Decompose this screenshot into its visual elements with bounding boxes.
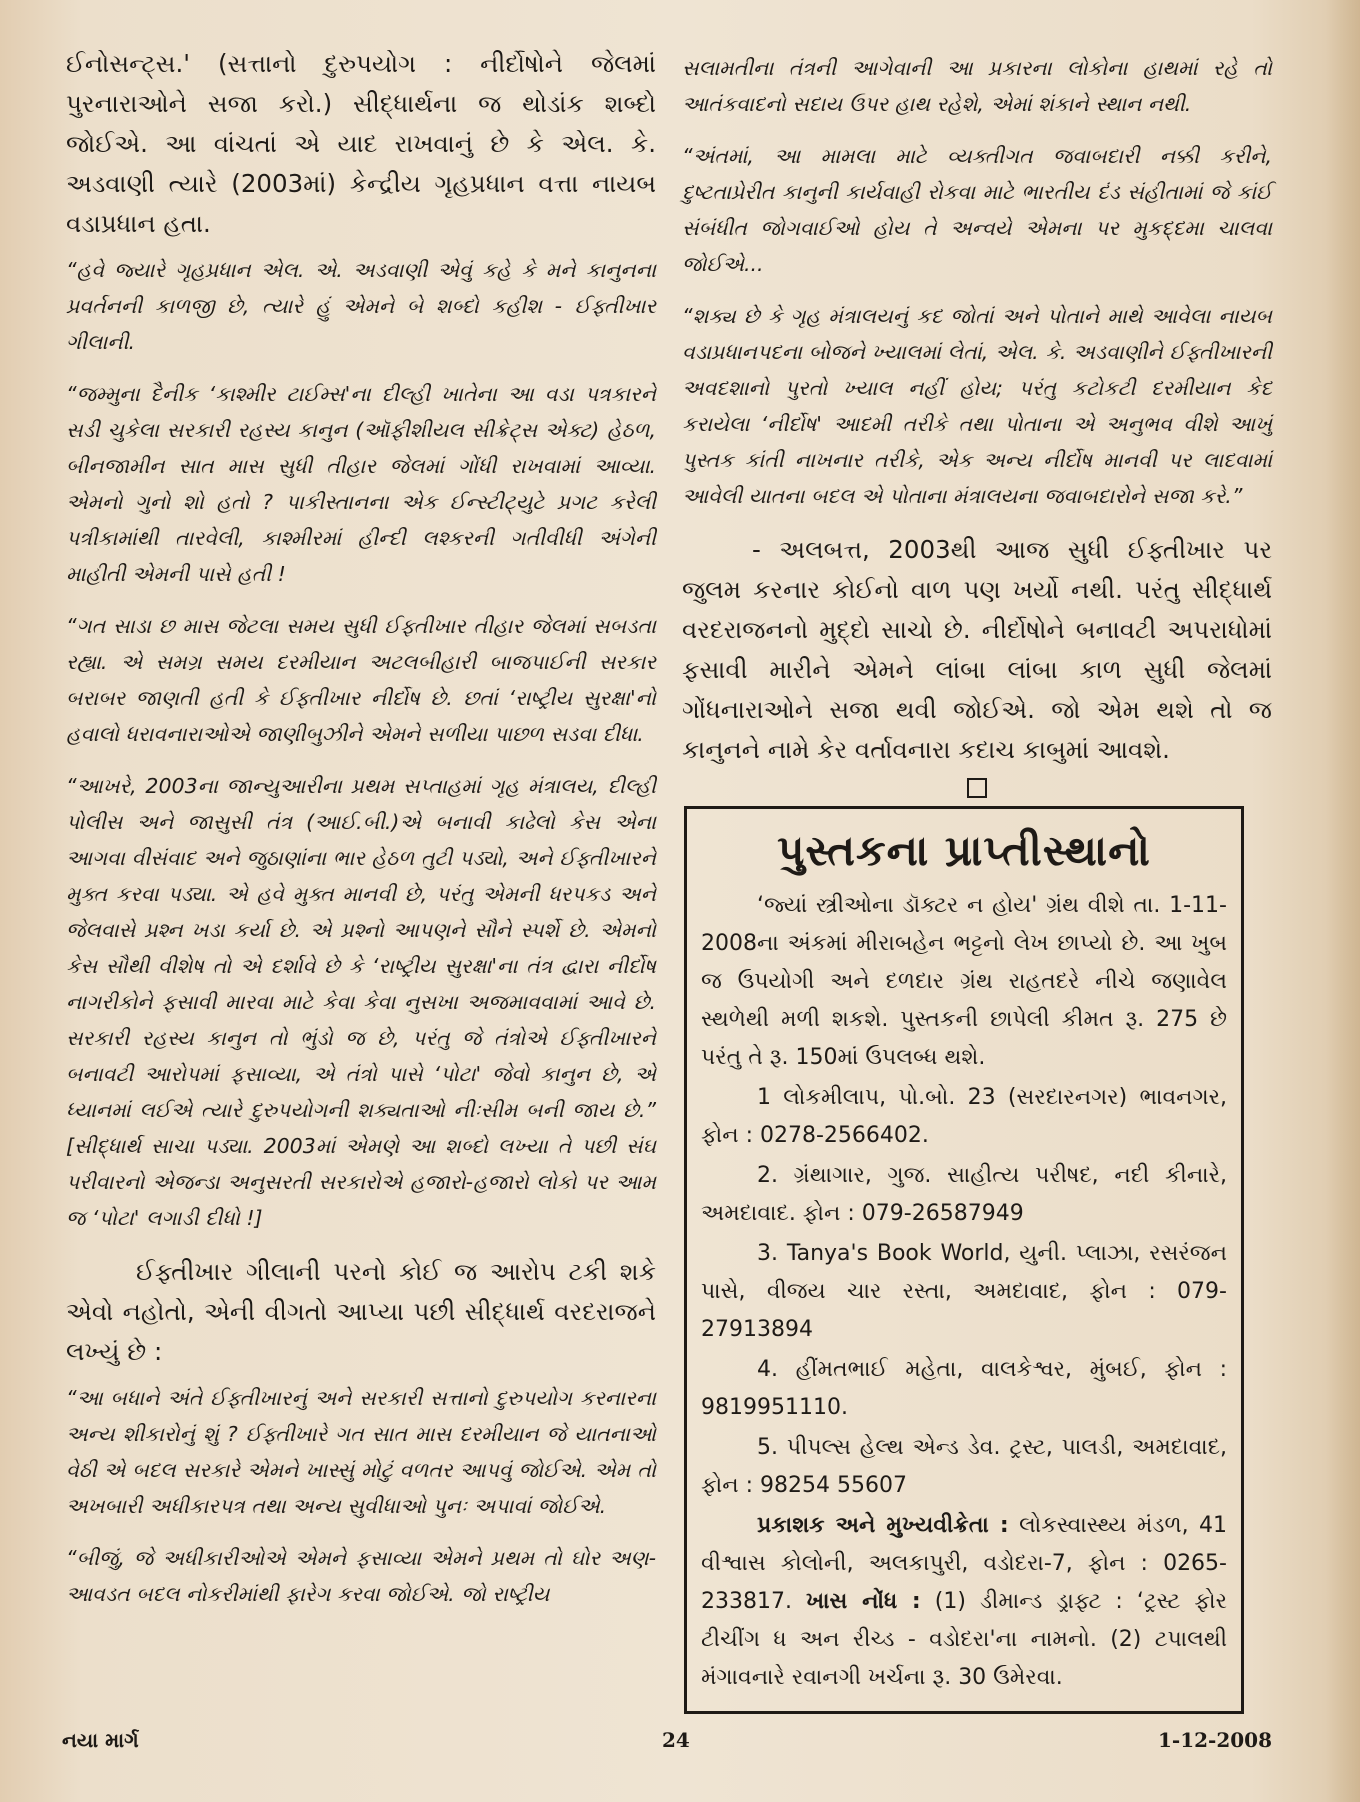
note-text: (1) ડીમાન્ડ ડ્રાફ્ટ : ‘ટ્રસ્ટ ફોર ટીચીંગ ધ અન રીચ્ડ - વડોદરા'ના નામનો. (2) ટપાલથી મંગાવનારે રવાનગી ખર્ચના રૂ. 30 ઉમેરવા. xyxy=(701,1589,1227,1690)
address-item: 3. Tanya's Book World, યુની. પ્લાઝા, રસરંજન પાસે, વીજય ચાર રસ્તા, અમદાવાદ, ફોન : 079-27913894 xyxy=(701,1241,1227,1342)
address-item: 4. હીંમતભાઈ મહેતા, વાલકેશ્વર, મુંબઈ, ફોન : 9819951110. xyxy=(701,1357,1227,1420)
address-item: 5. પીપલ્સ હેલ્થ એન્ડ ડેવ. ટ્રસ્ટ, પાલડી, અમદાવાદ, ફોન : 98254 55607 xyxy=(701,1435,1227,1498)
book-availability-box xyxy=(684,806,1244,1714)
box-title: પુસ્તકના પ્રાપ્તીસ્થાનો xyxy=(777,826,1151,875)
page-number: 24 xyxy=(662,1728,690,1752)
left-column xyxy=(66,44,656,1628)
note-label: ખાસ નોંધ : xyxy=(806,1589,921,1614)
issue-date: 1-12-2008 xyxy=(1157,1728,1272,1752)
page-edge-shadow xyxy=(1326,0,1360,1802)
article-conclusion: - અલબત્ત, 2003થી આજ સુધી ઈફ્તીખાર પર જુલમ કરનાર કોઈનો વાળ પણ ખર્યો નથી. પરંતુ સીદ્ધાર્થ વરદરાજનનો મુદ્દો સાચો છે. નીર્દોષોને બનાવટી અપરાધોમાં ફસાવી મારીને એમને લાંબા લાંબા કાળ સુધી જેલમાં ગોંધનારાઓને સજા થવી જોઈએ. જો એમ થશે તો જ કાનુનને નામે કેર વર્તાવનારા કદાચ કાબુમાં આવશે. xyxy=(682,535,1272,764)
quoted-paragraph: “શક્ય છે કે ગૃહ મંત્રાલયનું કદ જોતાં અને પોતાને માથે આવેલા નાયબ વડાપ્રધાનપદના બોજને ખ્યાલમાં લેતાં, એલ. કે. અડવાણીને ઈફ્તીખારની અવદશાનો પુરતો ખ્યાલ નહીં હોય; પરંતુ કટોકટી દરમીયાન કેદ કરાયેલા ‘નીર્દોષ' આદમી તરીકે તથા પોતાના એ અનુભવ વીશે આખું પુસ્તક કાંતી નાખનાર તરીકે, એક અન્ય નીર્દોષ માનવી પર લાદવામાં આવેલી યાતના બદલ એ પોતાના મંત્રાલયના જવાબદારોને સજા કરે.” xyxy=(682,304,1272,508)
quoted-paragraph: “આખરે, 2003ના જાન્યુઆરીના પ્રથમ સપ્તાહમાં ગૃહ મંત્રાલય, દીલ્હી પોલીસ અને જાસુસી તંત્ર (આઈ.બી.)એ બનાવી કાઢેલો કેસ એના આગવા વીસંવાદ અને જુઠાણાંના ભાર હેઠળ તુટી પડ્યો, અને ઈફ્તીખારને મુક્ત કરવા પડ્યા. એ હવે મુક્ત માનવી છે, પરંતુ એમની ધરપકડ અને જેલવાસે પ્રશ્ન ખડા કર્યા છે. એ પ્રશ્નો આપણને સૌને સ્પર્શે છે. એમનો કેસ સૌથી વીશેષ તો એ દર્શાવે છે કે ‘રાષ્ટ્રીય સુરક્ષા'ના તંત્ર દ્વારા નીર્દોષ નાગરીકોને ફસાવી મારવા માટે કેવા કેવા નુસખા અજમાવવામાં આવે છે. સરકારી રહસ્ય કાનુન તો ભુંડો જ છે, પરંતુ જે તંત્રોએ ઈફ્તીખારને બનાવટી આરોપમાં ફસાવ્યા, એ તંત્રો પાસે ‘પોટા' જેવો કાનુન છે, એ ધ્યાનમાં લઈએ ત્યારે દુરુપયોગની શક્યતાઓ નીઃસીમ બની જાય છે.” [સીદ્ધાર્થ સાચા પડ્યા. 2003માં એમણે આ શબ્દો લખ્યા તે પછી સંઘ પરીવારનો એજન્ડા અનુસરતી સરકારોએ હજારો-હજારો લોકો પર આમ જ ‘પોટા' લગાડી દીધો !] xyxy=(66,774,656,1230)
quoted-paragraph: “અંતમાં, આ મામલા માટે વ્યક્તીગત જવાબદારી નક્કી કરીને, દુષ્ટતાપ્રેરીત કાનુની કાર્યવાહી રોકવા માટે ભારતીય દંડ સંહીતામાં જે કાંઈ સંબંધીત જોગવાઈઓ હોય તે અન્વયે એમના પર મુકદ્દમા ચાલવા જોઈએ... xyxy=(682,144,1272,276)
page-footer xyxy=(62,1724,1272,1760)
right-column xyxy=(682,50,1272,1714)
quoted-paragraph: “ગત સાડા છ માસ જેટલા સમય સુધી ઈફ્તીખાર તીહાર જેલમાં સબડતા રહ્યા. એ સમગ્ર સમય દરમીયાન અટલબીહારી બાજપાઈની સરકાર બરાબર જાણતી હતી કે ઈફ્તીખાર નીર્દોષ છે. છતાં ‘રાષ્ટ્રીય સુરક્ષા'નો હવાલો ધરાવનારાઓએ જાણીબુઝીને એમને સળીયા પાછળ સડવા દીધા. xyxy=(66,614,656,746)
quoted-paragraph: “હવે જ્યારે ગૃહપ્રધાન એલ. એ. અડવાણી એવું કહે કે મને કાનુનના પ્રવર્તનની કાળજી છે, ત્યારે હું એમને બે શબ્દો કહીશ - ઈફ્તીખાર ગીલાની. xyxy=(66,258,656,354)
article-paragraph: ઈનોસન્ટ્સ.' (સત્તાનો દુરુપયોગ : નીર્દોષોને જેલમાં પુરનારાઓને સજા કરો.) સીદ્ધાર્થના જ થોડાંક શબ્દો જોઈએ. આ વાંચતાં એ યાદ રાખવાનું છે કે એલ. કે. અડવાણી ત્યારે (2003માં) કેન્દ્રીય ગૃહપ્રધાન વત્તા નાયબ વડાપ્રધાન હતા. xyxy=(66,49,656,238)
quoted-paragraph: “આ બધાને અંતે ઈફ્તીખારનું અને સરકારી સત્તાનો દુરુપયોગ કરનારના અન્ય શીકારોનું શું ? ઈફ્તીખારે ગત સાત માસ દરમીયાન જે યાતનાઓ વેઠી એ બદલ સરકારે એમને ખાસ્સું મોટું વળતર આપવું જોઈએ. એમ તો અખબારી અધીકારપત્ર તથા અન્ય સુવીધાઓ પુનઃ અપાવાં જોઈએ. xyxy=(66,1386,656,1518)
publisher-text: લોકસ્વાસ્થ્ય મંડળ, 41 વીશ્વાસ કોલોની, અલકાપુરી, વડોદરા-7, ફોન : 0265-233817. xyxy=(701,1513,1228,1614)
publisher-info xyxy=(701,1507,1227,1697)
article-paragraph: ઈફ્તીખાર ગીલાની પરનો કોઈ જ આરોપ ટકી શકે એવો નહોતો, એની વીગતો આપ્યા પછી સીદ્ધાર્થ વરદરાજને લખ્યું છે : xyxy=(66,1257,656,1366)
quoted-paragraph: “બીજું, જે અધીકારીઓએ એમને ફસાવ્યા એમને પ્રથમ તો ઘોર અણ-આવડત બદલ નોકરીમાંથી ફારેગ કરવા જોઈએ. જો રાષ્ટ્રીય xyxy=(66,1546,656,1606)
address-item: 1 લોકમીલાપ, પો.બો. 23 (સરદારનગર) ભાવનગર, ફોન : 0278-2566402. xyxy=(701,1085,1227,1148)
publisher-label: પ્રકાશક અને મુખ્યવીક્રેતા : xyxy=(757,1513,1009,1538)
address-item: 2. ગ્રંથાગાર, ગુજ. સાહીત્ય પરીષદ, નદી કીનારે, અમદાવાદ. ફોન : 079-26587949 xyxy=(701,1163,1227,1226)
quoted-paragraph: “જમ્મુના દૈનીક ‘કાશ્મીર ટાઈમ્સ'ના દીલ્હી ખાતેના આ વડા પત્રકારને સડી ચુકેલા સરકારી રહસ્ય કાનુન (ઑફીશીયલ સીક્રેટ્સ એક્ટ) હેઠળ, બીનજામીન સાત માસ સુધી તીહાર જેલમાં ગોંધી રાખવામાં આવ્યા. એમનો ગુનો શો હતો ? પાકીસ્તાનના એક ઈન્સ્ટીટ્યુટે પ્રગટ કરેલી પત્રીકામાંથી તારવેલી, કાશ્મીરમાં હીન્દી લશ્કરની ગતીવીધી અંગેની માહીતી એમની પાસે હતી ! xyxy=(66,382,656,586)
end-of-article-square-icon xyxy=(967,778,987,798)
journal-name: નયા માર્ગ xyxy=(62,1728,139,1752)
quoted-paragraph: સલામતીના તંત્રની આગેવાની આ પ્રકારના લોકોના હાથમાં રહે તો આતંકવાદનો સદાય ઉપર હાથ રહેશે, એમાં શંકાને સ્થાન નથી. xyxy=(682,56,1272,116)
box-intro: ‘જ્યાં સ્ત્રીઓના ડૉક્ટર ન હોય' ગ્રંથ વીશે તા. 1-11-2008ના અંકમાં મીરાબહેન ભટ્ટનો લેખ છાપ્યો છે. આ ખુબ જ ઉપયોગી અને દળદાર ગ્રંથ રાહતદરે નીચે જણાવેલ સ્થળેથી મળી શકશે. પુસ્તકની છાપેલી કીમત રૂ. 275 છે પરંતુ તે રૂ. 150માં ઉપલબ્ધ થશે. xyxy=(701,893,1227,1070)
